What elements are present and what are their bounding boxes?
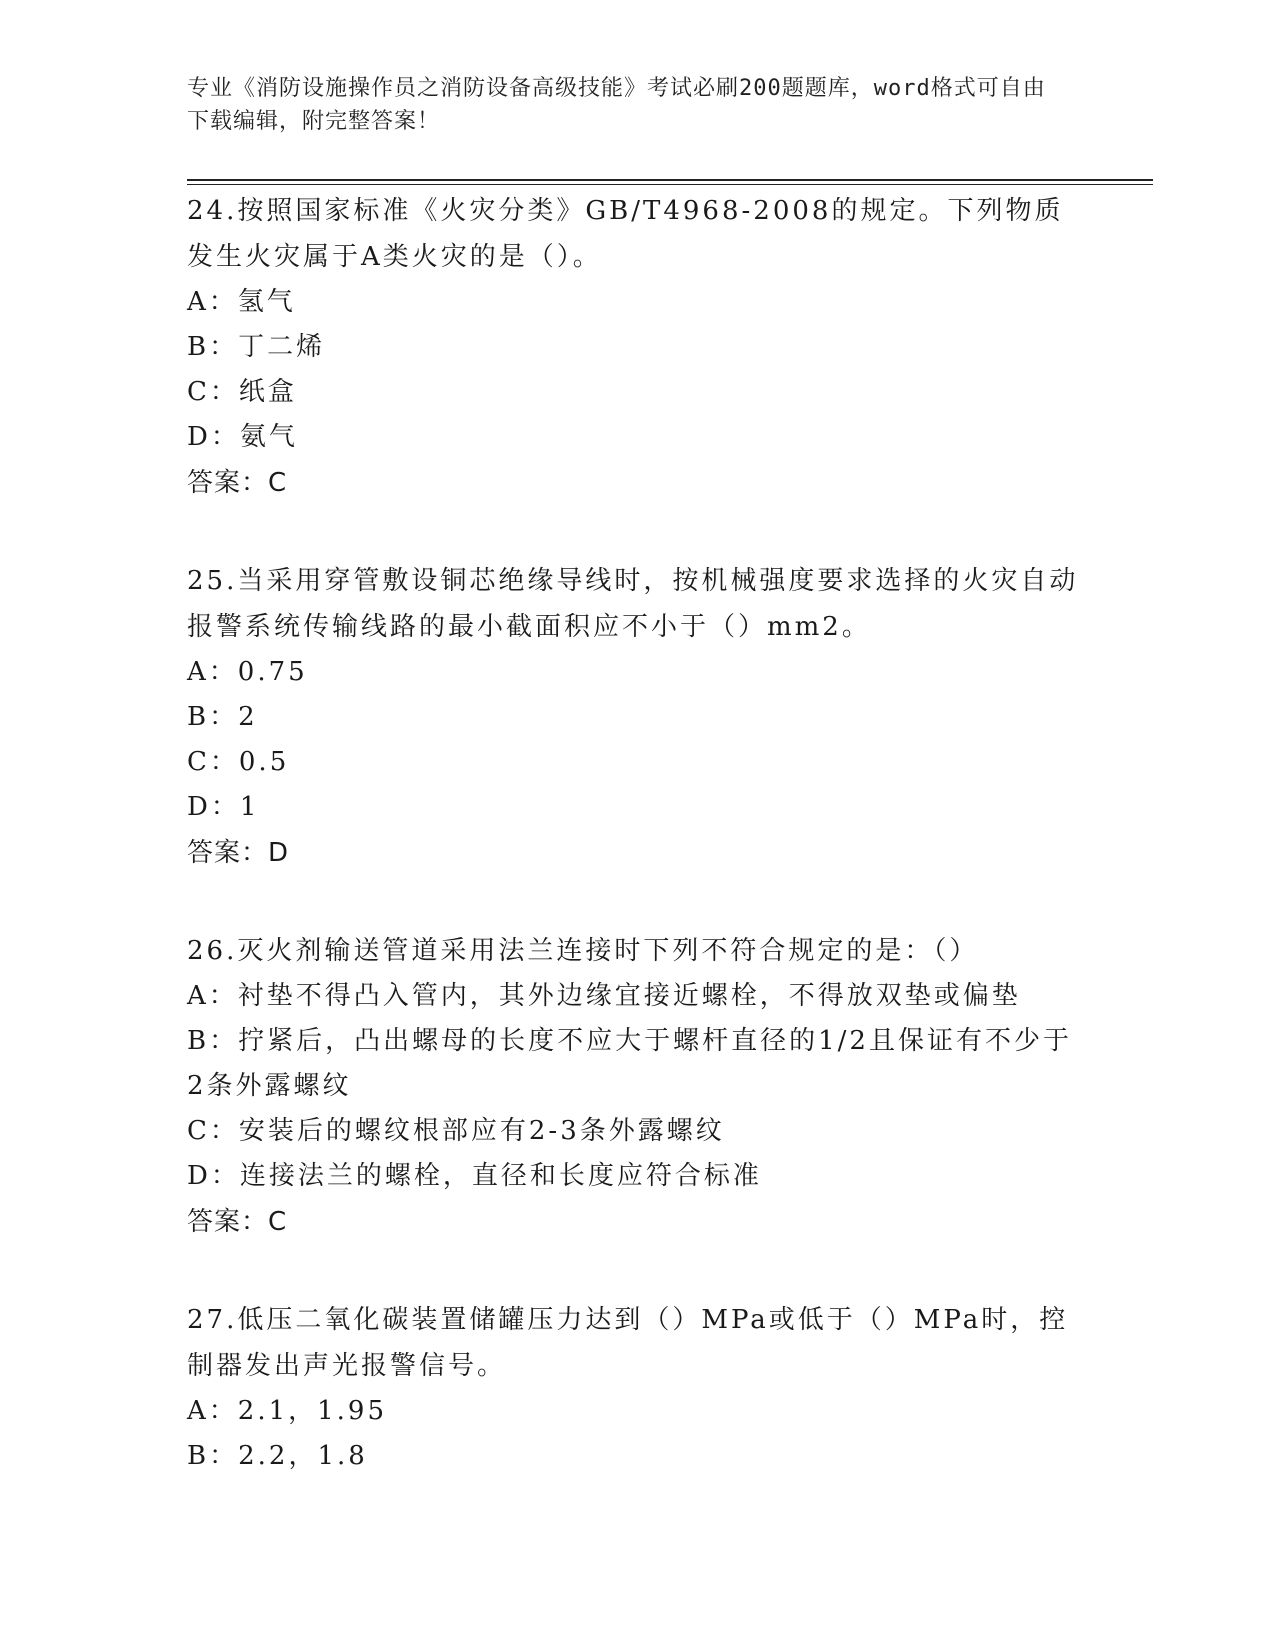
question-text: 27.低压二氧化碳装置储罐压力达到（）MPa或低于（）MPa时，控制器发出声光报警信号。: [187, 1305, 1069, 1381]
answer-line: 答案：D: [187, 838, 290, 868]
question-27: [187, 1297, 1087, 1479]
document-header: 专业《消防设施操作员之消防设备高级技能》考试必刷200题题库，word格式可自由下载编辑，附完整答案！: [187, 76, 1046, 134]
option-d: D：氨气: [187, 422, 298, 452]
option-a: A：2.1，1.95: [187, 1396, 388, 1426]
option-b: B：丁二烯: [187, 332, 326, 362]
option-a: A：氢气: [187, 287, 296, 317]
option-d: D：连接法兰的螺栓，直径和长度应符合标准: [187, 1161, 762, 1191]
question-26: [187, 928, 1087, 1245]
header-divider-thin: [187, 184, 1153, 185]
question-25: [187, 558, 1087, 876]
question-24: [187, 188, 1087, 506]
header-divider-thick: [187, 179, 1153, 181]
question-text: 26.灭火剂输送管道采用法兰连接时下列不符合规定的是：（）: [187, 936, 979, 966]
option-d: D：1: [187, 792, 260, 822]
answer-line: 答案：C: [187, 1207, 288, 1237]
option-a: A：0.75: [187, 657, 308, 687]
question-list: [187, 188, 1087, 1531]
option-b: B：2: [187, 702, 258, 732]
option-b: B：拧紧后，凸出螺母的长度不应大于螺杆直径的1/2且保证有不少于2条外露螺纹: [187, 1026, 1072, 1101]
answer-line: 答案：C: [187, 468, 288, 498]
option-c: C：0.5: [187, 747, 290, 777]
question-text: 24.按照国家标准《火灾分类》GB/T4968-2008的规定。下列物质发生火灾属于A类火灾的是（）。: [187, 196, 1064, 272]
option-c: C：安装后的螺纹根部应有2-3条外露螺纹: [187, 1116, 725, 1146]
option-c: C：纸盒: [187, 377, 297, 407]
question-text: 25.当采用穿管敷设铜芯绝缘导线时，按机械强度要求选择的火灾自动报警系统传输线路的最小截面积应不小于（）mm2。: [187, 566, 1079, 642]
option-a: A：衬垫不得凸入管内，其外边缘宜接近螺栓，不得放双垫或偏垫: [187, 981, 1021, 1011]
option-b: B：2.2，1.8: [187, 1441, 368, 1471]
